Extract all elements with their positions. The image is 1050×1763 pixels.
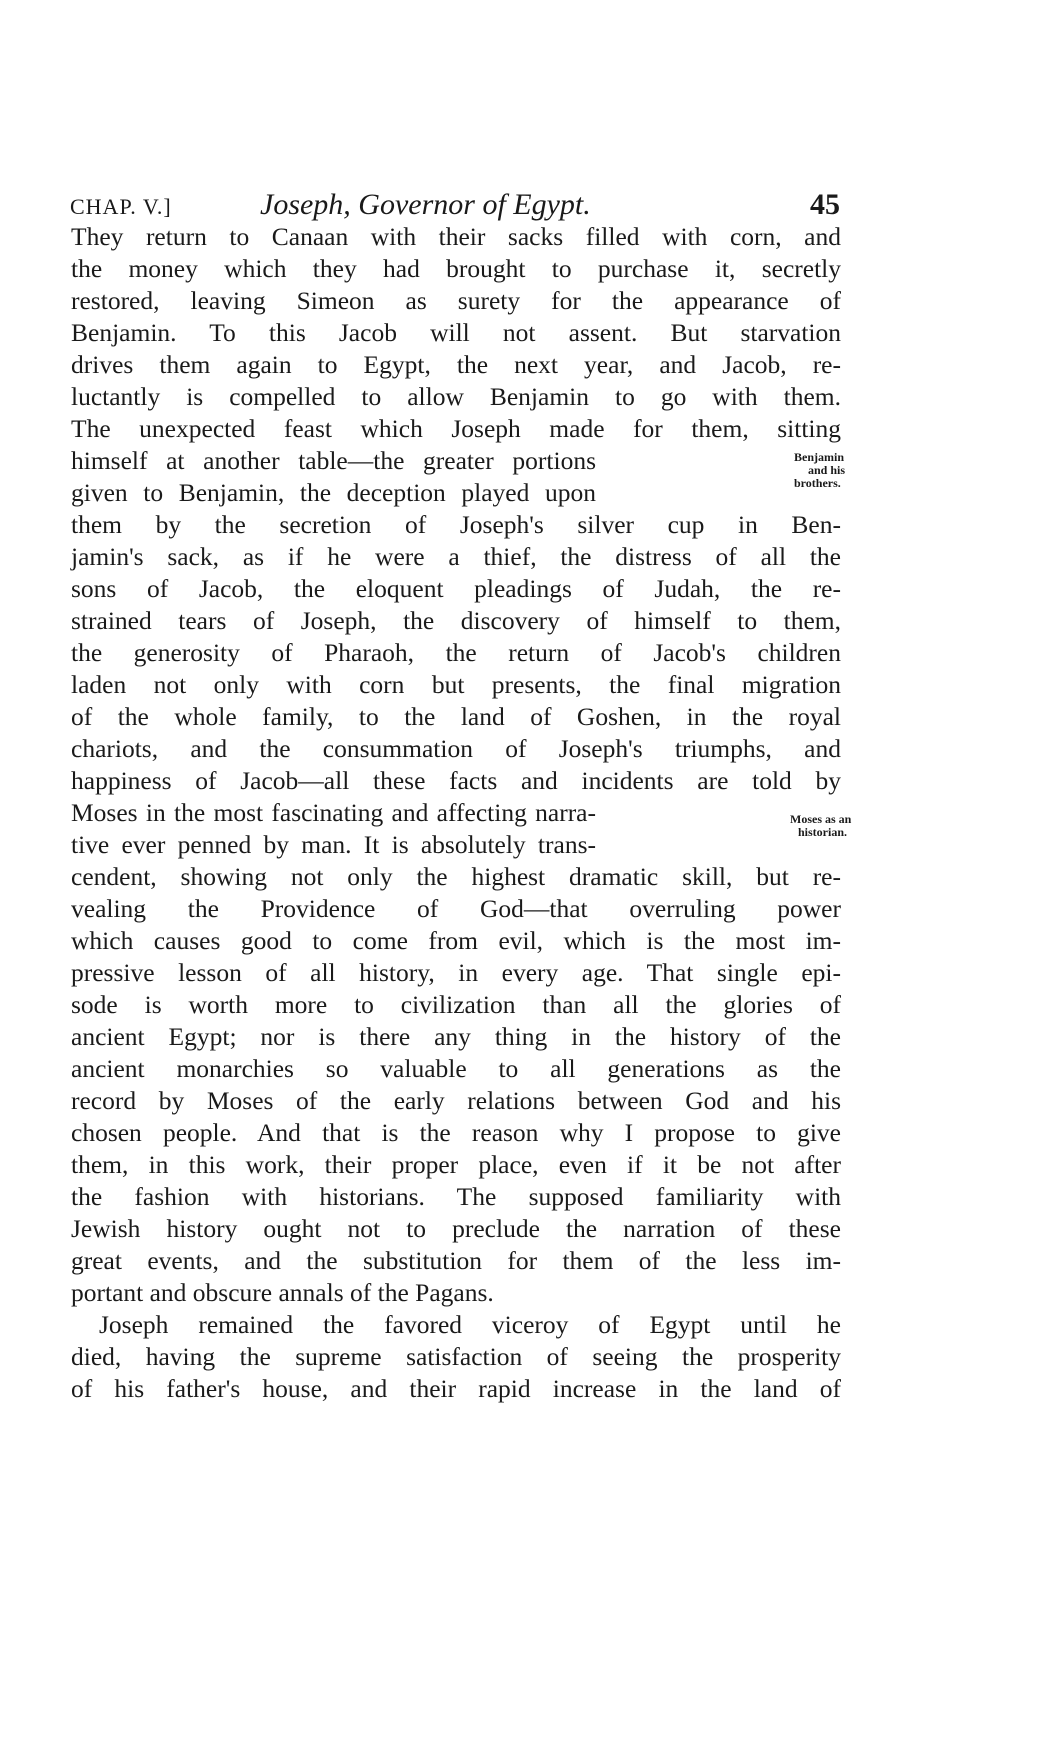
text-line: died, having the supreme satisfaction of seeing the prosperity (71, 1342, 841, 1371)
text-line: pressive lesson of all history, in every age. That single epi- (71, 958, 841, 987)
text-line: of the whole family, to the land of Goshen, in the royal (71, 702, 841, 731)
margin-note-line: brothers. (794, 476, 841, 490)
text-line: sons of Jacob, the eloquent pleadings of Judah, the re- (71, 574, 841, 603)
text-line: the generosity of Pharaoh, the return of Jacob's children (71, 638, 841, 667)
text-line: jamin's sack, as if he were a thief, the distress of all the (71, 542, 841, 571)
text-line: Moses in the most fascinating and affecting narra- (71, 798, 596, 827)
text-line: tive ever penned by man. It is absolutely trans- (71, 830, 596, 859)
text-line: the fashion with historians. The supposed familiarity with (71, 1182, 841, 1211)
margin-note-benjamin (790, 451, 845, 490)
page-number: 45 (810, 188, 840, 221)
text-line: Joseph remained the favored viceroy of Egypt until he (99, 1310, 841, 1339)
text-line: portant and obscure annals of the Pagans. (71, 1278, 494, 1307)
running-title: Joseph, Governor of Egypt. (260, 188, 591, 221)
text-line: himself at another table—the greater portions (71, 446, 596, 475)
text-line: of his father's house, and their rapid increase in the land of (71, 1374, 841, 1403)
text-line: which causes good to come from evil, which is the most im- (71, 926, 841, 955)
text-line: them by the secretion of Joseph's silver cup in Ben- (71, 510, 841, 539)
text-line: the money which they had brought to purchase it, secretly (71, 254, 841, 283)
text-line: ancient monarchies so valuable to all generations as the (71, 1054, 841, 1083)
text-line: restored, leaving Simeon as surety for the appearance of (71, 286, 841, 315)
text-line: The unexpected feast which Joseph made for them, sitting (71, 414, 841, 443)
text-line: drives them again to Egypt, the next year, and Jacob, re- (71, 350, 841, 379)
text-line: Jewish history ought not to preclude the narration of these (71, 1214, 841, 1243)
text-line: cendent, showing not only the highest dramatic skill, but re- (71, 862, 841, 891)
text-line: vealing the Providence of God—that overruling power (71, 894, 841, 923)
text-line: chariots, and the consummation of Joseph's triumphs, and (71, 734, 841, 763)
text-line: They return to Canaan with their sacks filled with corn, and (71, 222, 841, 251)
margin-note-moses (790, 813, 851, 839)
text-line: laden not only with corn but presents, the final migration (71, 670, 841, 699)
margin-note-line: Moses as an (790, 812, 852, 826)
text-line: luctantly is compelled to allow Benjamin to go with them. (71, 382, 841, 411)
text-line: ancient Egypt; nor is there any thing in the history of the (71, 1022, 841, 1051)
margin-note-line: and his (808, 463, 846, 477)
text-line: record by Moses of the early relations between God and his (71, 1086, 841, 1115)
text-line: sode is worth more to civilization than all the glories of (71, 990, 841, 1019)
margin-note-line: historian. (798, 825, 848, 839)
text-line: chosen people. And that is the reason why I propose to give (71, 1118, 841, 1147)
text-line: happiness of Jacob—all these facts and incidents are told by (71, 766, 841, 795)
margin-note-line: Benjamin (794, 450, 845, 464)
text-line: given to Benjamin, the deception played upon (71, 478, 596, 507)
chapter-label: CHAP. V.] (70, 194, 172, 219)
text-line: them, in this work, their proper place, even if it be not after (71, 1150, 841, 1179)
text-line: strained tears of Joseph, the discovery of himself to them, (71, 606, 841, 635)
text-line: great events, and the substitution for them of the less im- (71, 1246, 841, 1275)
text-line: Benjamin. To this Jacob will not assent. But starvation (71, 318, 841, 347)
